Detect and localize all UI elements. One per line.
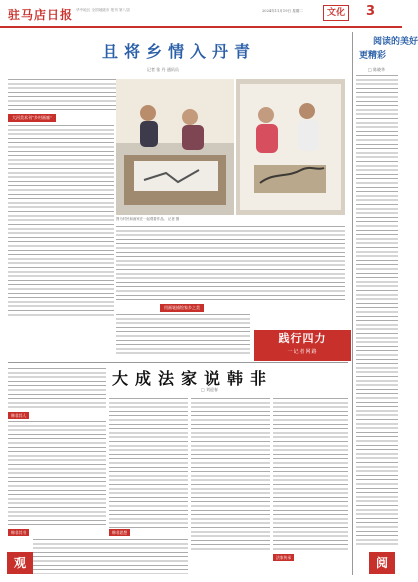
article2-bottom-text	[33, 539, 188, 574]
page-number: 3	[366, 4, 376, 19]
masthead-slogan: 华中地区 全国地级市 报刊 第八届	[76, 8, 130, 12]
banner-title: 践行四力	[278, 332, 327, 345]
article1-headline: 且将乡情入丹青	[102, 42, 257, 61]
photo-caption: 图为村民和画家在一起观看作品。 记者 摄	[116, 217, 180, 221]
article2-label-4: 法家传承	[273, 554, 294, 561]
article1-text-main	[116, 226, 345, 301]
article1-text-column2	[8, 224, 114, 316]
right-column-title-line1: 阅读的美好	[373, 37, 418, 47]
painting-photo	[236, 79, 345, 215]
article2-column4	[273, 398, 348, 552]
right-vertical-tab: 阅	[369, 552, 395, 574]
article-divider	[8, 362, 348, 363]
article2-label-1: 韩非其人	[8, 412, 29, 419]
article1-subhead1: 大河美术刊“乡村画廊”	[8, 114, 56, 122]
article1-text-column1	[8, 125, 114, 221]
article1-text-bottom	[116, 314, 250, 356]
newspaper-name: 驻马店日报	[8, 8, 74, 22]
banner-subtitle: 一记者网路	[287, 349, 318, 355]
article2-label-3: 韩非思想	[109, 529, 130, 536]
left-vertical-tab: 观	[7, 552, 33, 574]
article2-byline: □ 刘迎春	[201, 387, 219, 392]
article2-label-2: 韩非其书	[8, 529, 29, 536]
article2-column1	[8, 421, 106, 528]
article2-column3	[191, 398, 270, 552]
article1-subhead2: 用画笔描绘家乡之美	[160, 304, 204, 312]
article1-byline: 记者 张 丹 通讯员	[147, 67, 179, 72]
artist-photo	[116, 79, 234, 215]
right-column-divider	[352, 32, 353, 575]
article2-headline: 大成法家说韩非	[112, 369, 274, 388]
section-name: 文化	[323, 5, 349, 21]
article2-intro-text	[8, 368, 106, 410]
practice-banner	[254, 330, 351, 361]
right-column-title-line2: 更精彩	[359, 51, 387, 61]
right-column-text	[356, 75, 398, 545]
right-column-byline: □ 陈晓华	[368, 67, 386, 72]
article2-column2	[109, 398, 188, 528]
issue-date: 2024年11月19日 星期二	[262, 9, 303, 13]
